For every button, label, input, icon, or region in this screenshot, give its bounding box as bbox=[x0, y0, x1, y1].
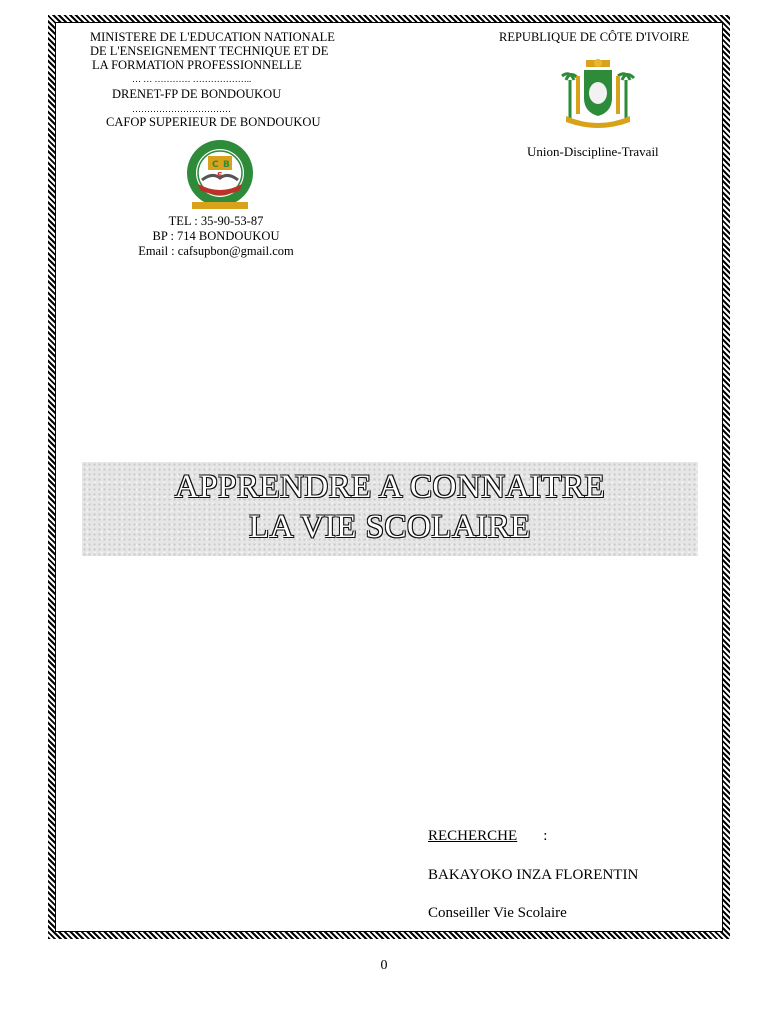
logo-letter-s: S bbox=[217, 171, 223, 180]
logo-letter-c: C bbox=[212, 160, 219, 170]
logo-letter-b: B bbox=[223, 160, 230, 170]
cafop-emblem-icon bbox=[172, 136, 268, 212]
drenet-line: DRENET-FP DE BONDOUKOU bbox=[112, 87, 282, 101]
title-line-1: APPRENDRE A CONNAITRE bbox=[174, 469, 606, 505]
research-label: RECHERCHE bbox=[428, 828, 518, 844]
page-number: 0 bbox=[380, 958, 388, 973]
research-label-row bbox=[428, 828, 547, 845]
cafop-line: CAFOP SUPERIEUR DE BONDOUKOU bbox=[106, 115, 321, 129]
document-title bbox=[82, 467, 698, 547]
contact-bp: BP : 714 BONDOUKOU bbox=[152, 229, 280, 243]
separator-dots-1: … … ………… ……………….. bbox=[132, 74, 252, 84]
title-banner bbox=[82, 462, 698, 556]
separator-dots-2: …………………………… bbox=[132, 104, 231, 114]
contact-tel: TEL : 35-90-53-87 bbox=[168, 214, 264, 228]
author-name: BAKAYOKO INZA FLORENTIN bbox=[428, 867, 639, 883]
contact-block bbox=[100, 214, 332, 259]
author-role: Conseiller Vie Scolaire bbox=[428, 905, 567, 921]
ministry-line-3: LA FORMATION PROFESSIONNELLE bbox=[92, 58, 302, 72]
research-colon: : bbox=[543, 828, 548, 844]
title-line-2: LA VIE SCOLAIRE bbox=[249, 509, 531, 545]
contact-email: Email : cafsupbon@gmail.com bbox=[138, 244, 294, 258]
ministry-line-2: DE L'ENSEIGNEMENT TECHNIQUE ET DE bbox=[90, 44, 329, 58]
coat-of-arms-icon bbox=[556, 58, 640, 130]
country-name: REPUBLIQUE DE CÔTE D'IVOIRE bbox=[499, 30, 690, 44]
national-motto: Union-Discipline-Travail bbox=[527, 144, 659, 159]
ministry-line-1: MINISTERE DE L'EDUCATION NATIONALE bbox=[90, 30, 335, 44]
